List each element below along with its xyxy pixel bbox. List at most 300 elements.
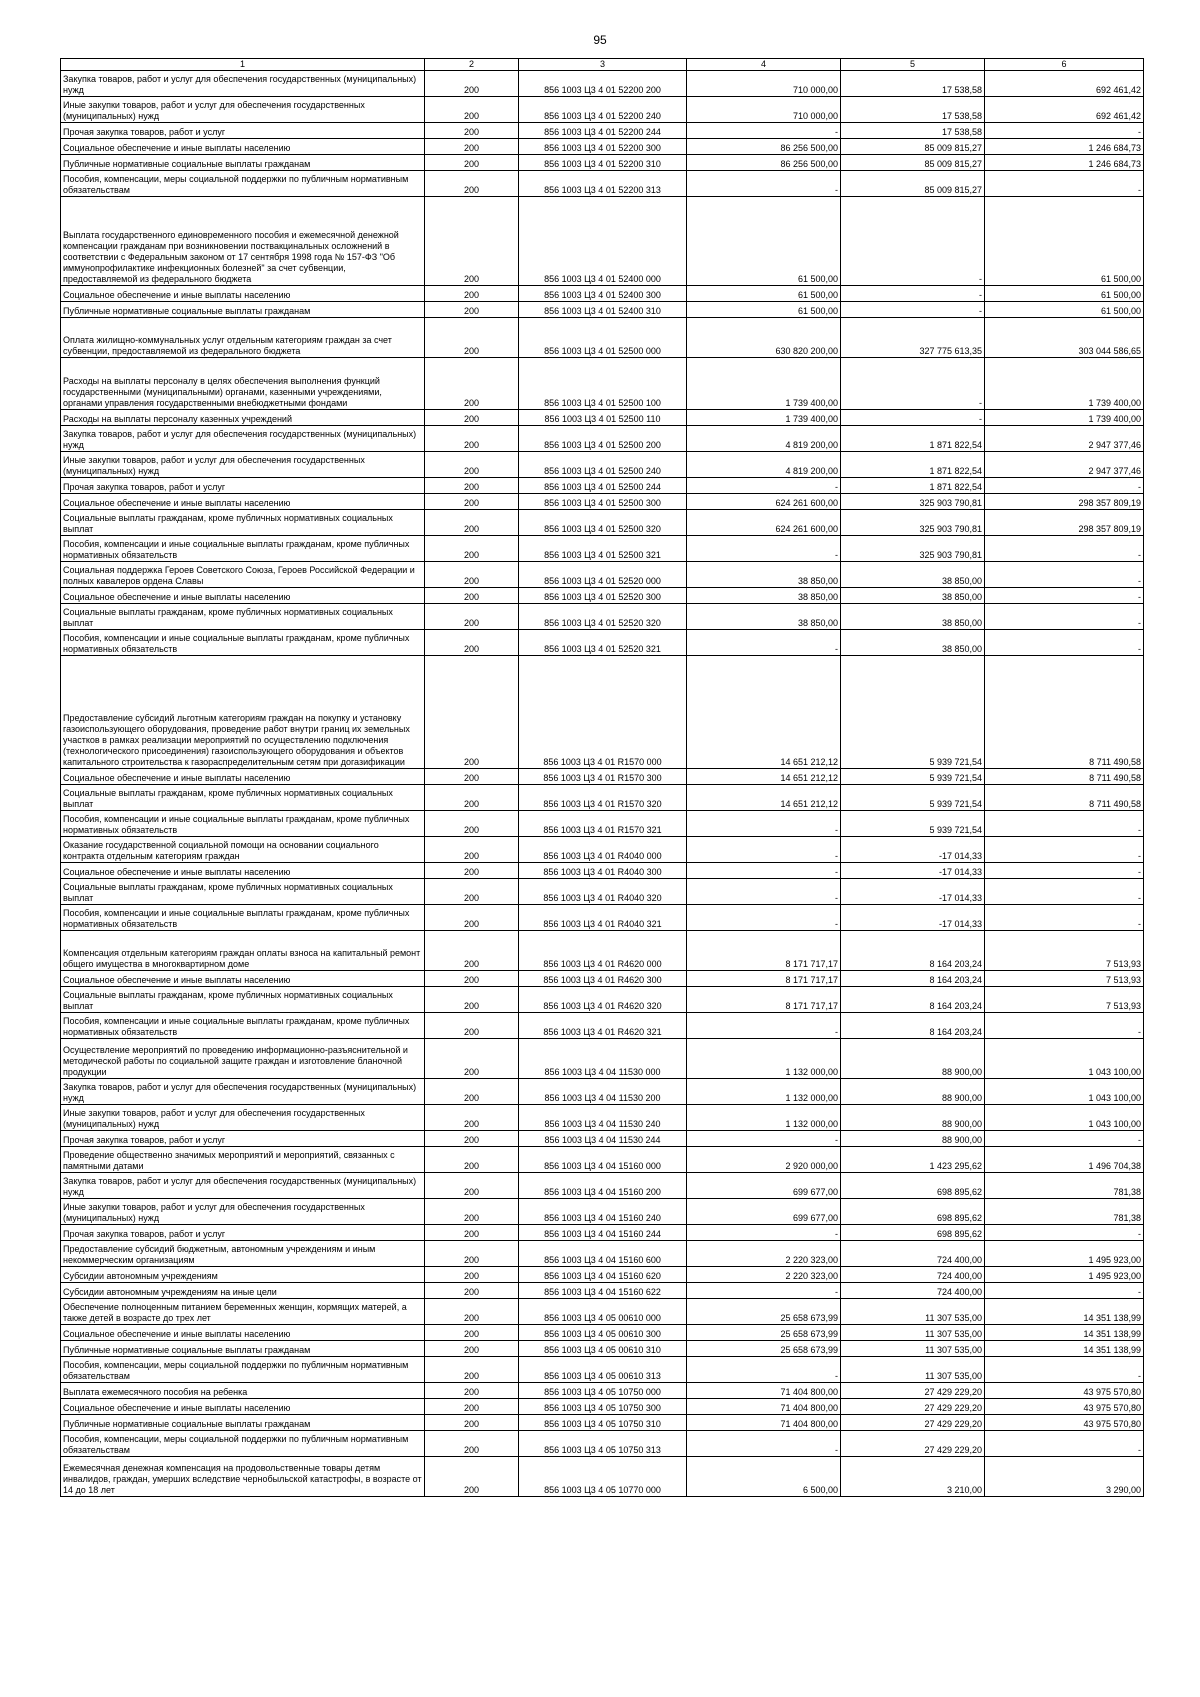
row-unexecuted: 3 290,00 [985,1457,1144,1497]
row-code: 200 [425,1225,519,1241]
row-unexecuted: 61 500,00 [985,286,1144,302]
row-classification: 856 1003 Ц3 4 04 15160 200 [519,1173,687,1199]
row-unexecuted: - [985,837,1144,863]
table-row [61,1225,1144,1241]
row-code: 200 [425,478,519,494]
row-classification: 856 1003 Ц3 4 01 52400 000 [519,197,687,286]
row-executed: 5 939 721,54 [841,811,985,837]
row-classification: 856 1003 Ц3 4 01 52200 244 [519,123,687,139]
row-code: 200 [425,1147,519,1173]
table-row [61,97,1144,123]
row-unexecuted: 298 357 809,19 [985,510,1144,536]
table-row [61,358,1144,410]
row-code: 200 [425,1199,519,1225]
row-code: 200 [425,1013,519,1039]
row-approved: 1 739 400,00 [687,410,841,426]
row-name: Ежемесячная денежная компенсация на продовольственные товары детям инвалидов, граждан, умерших вследствие чернобыльской катастрофы, в возрасте от 14 до 18 лет [61,1457,425,1497]
row-approved: 699 677,00 [687,1173,841,1199]
row-approved: - [687,1357,841,1383]
table-row [61,1039,1144,1079]
row-approved: 38 850,00 [687,562,841,588]
row-code: 200 [425,879,519,905]
row-approved: 4 819 200,00 [687,452,841,478]
table-row [61,1079,1144,1105]
row-approved: 1 132 000,00 [687,1039,841,1079]
row-approved: 86 256 500,00 [687,139,841,155]
row-unexecuted: - [985,1225,1144,1241]
row-executed: - [841,410,985,426]
row-approved: - [687,1131,841,1147]
row-classification: 856 1003 Ц3 4 05 10750 313 [519,1431,687,1457]
row-classification: 856 1003 Ц3 4 01 52500 321 [519,536,687,562]
row-unexecuted: 2 947 377,46 [985,452,1144,478]
row-approved: - [687,1431,841,1457]
row-executed: 38 850,00 [841,604,985,630]
row-approved: - [687,630,841,656]
row-classification: 856 1003 Ц3 4 01 52500 300 [519,494,687,510]
table-row [61,931,1144,971]
row-name: Пособия, компенсации и иные социальные выплаты гражданам, кроме публичных нормативных обязательств [61,905,425,931]
row-code: 200 [425,588,519,604]
row-classification: 856 1003 Ц3 4 01 52400 300 [519,286,687,302]
row-unexecuted: 1 739 400,00 [985,410,1144,426]
table-row [61,1199,1144,1225]
row-executed: 88 900,00 [841,1039,985,1079]
row-name: Расходы на выплаты персоналу казенных учреждений [61,410,425,426]
row-classification: 856 1003 Ц3 4 05 10750 300 [519,1399,687,1415]
table-row [61,1241,1144,1267]
table-row [61,71,1144,97]
row-approved: - [687,123,841,139]
row-classification: 856 1003 Ц3 4 01 R4620 000 [519,931,687,971]
row-unexecuted: 7 513,93 [985,931,1144,971]
row-code: 200 [425,656,519,769]
row-approved: 6 500,00 [687,1457,841,1497]
row-classification: 856 1003 Ц3 4 04 11530 240 [519,1105,687,1131]
row-executed: 38 850,00 [841,630,985,656]
row-executed: -17 014,33 [841,905,985,931]
row-unexecuted: 8 711 490,58 [985,785,1144,811]
row-classification: 856 1003 Ц3 4 05 00610 313 [519,1357,687,1383]
row-name: Предоставление субсидий льготным категориям граждан на покупку и установку газоиспользующего оборудования, проведение работ внутри границ их земельных участков в рамках реализации мероприятий по осуществлению подключения (технологического присоединения) газоиспользующего оборудования и объектов капитального строительства к газораспределительным сетям при догазификации [61,656,425,769]
row-executed: - [841,197,985,286]
row-executed: 698 895,62 [841,1173,985,1199]
row-code: 200 [425,452,519,478]
table-row [61,1299,1144,1325]
row-code: 200 [425,410,519,426]
row-executed: 27 429 229,20 [841,1383,985,1399]
row-executed: 724 400,00 [841,1241,985,1267]
row-unexecuted: - [985,604,1144,630]
row-classification: 856 1003 Ц3 4 05 10750 310 [519,1415,687,1431]
table-row [61,863,1144,879]
row-name: Иные закупки товаров, работ и услуг для обеспечения государственных (муниципальных) нужд [61,1105,425,1131]
table-row [61,452,1144,478]
row-classification: 856 1003 Ц3 4 01 52200 200 [519,71,687,97]
row-executed: 27 429 229,20 [841,1415,985,1431]
row-name: Пособия, компенсации и иные социальные выплаты гражданам, кроме публичных нормативных обязательств [61,1013,425,1039]
row-code: 200 [425,510,519,536]
row-name: Социальное обеспечение и иные выплаты населению [61,769,425,785]
row-classification: 856 1003 Ц3 4 01 52520 300 [519,588,687,604]
row-name: Оказание государственной социальной помощи на основании социального контракта отдельным категориям граждан [61,837,425,863]
row-executed: 38 850,00 [841,588,985,604]
row-unexecuted: 7 513,93 [985,987,1144,1013]
row-approved: 61 500,00 [687,286,841,302]
table-row [61,1399,1144,1415]
row-code: 200 [425,1431,519,1457]
table-row [61,426,1144,452]
row-classification: 856 1003 Ц3 4 01 52520 000 [519,562,687,588]
row-name: Пособия, компенсации и иные социальные выплаты гражданам, кроме публичных нормативных обязательств [61,536,425,562]
row-unexecuted: 43 975 570,80 [985,1415,1144,1431]
row-name: Иные закупки товаров, работ и услуг для обеспечения государственных (муниципальных) нужд [61,1199,425,1225]
row-approved: - [687,1013,841,1039]
row-classification: 856 1003 Ц3 4 04 15160 244 [519,1225,687,1241]
row-executed: 85 009 815,27 [841,155,985,171]
row-classification: 856 1003 Ц3 4 01 R4040 320 [519,879,687,905]
row-classification: 856 1003 Ц3 4 04 11530 200 [519,1079,687,1105]
row-executed: 27 429 229,20 [841,1399,985,1415]
table-row [61,879,1144,905]
row-code: 200 [425,1039,519,1079]
row-classification: 856 1003 Ц3 4 01 52500 200 [519,426,687,452]
row-code: 200 [425,1383,519,1399]
row-classification: 856 1003 Ц3 4 01 R4040 300 [519,863,687,879]
header-cell: 6 [985,59,1144,71]
row-name: Публичные нормативные социальные выплаты гражданам [61,155,425,171]
row-executed: 17 538,58 [841,123,985,139]
row-classification: 856 1003 Ц3 4 05 00610 310 [519,1341,687,1357]
row-unexecuted: 1 739 400,00 [985,358,1144,410]
row-executed: 698 895,62 [841,1225,985,1241]
table-row [61,1325,1144,1341]
table-row [61,987,1144,1013]
row-code: 200 [425,769,519,785]
row-unexecuted: 1 043 100,00 [985,1079,1144,1105]
row-executed: 88 900,00 [841,1079,985,1105]
row-executed: 38 850,00 [841,562,985,588]
row-name: Социальные выплаты гражданам, кроме публичных нормативных социальных выплат [61,879,425,905]
row-code: 200 [425,358,519,410]
table-row [61,588,1144,604]
row-code: 200 [425,536,519,562]
row-classification: 856 1003 Ц3 4 04 15160 620 [519,1267,687,1283]
row-name: Публичные нормативные социальные выплаты гражданам [61,1415,425,1431]
table-row [61,1341,1144,1357]
row-unexecuted: - [985,123,1144,139]
row-approved: 8 171 717,17 [687,931,841,971]
row-approved: 1 132 000,00 [687,1079,841,1105]
row-name: Прочая закупка товаров, работ и услуг [61,123,425,139]
row-unexecuted: 43 975 570,80 [985,1383,1144,1399]
row-approved: 2 220 323,00 [687,1267,841,1283]
table-row [61,811,1144,837]
row-unexecuted: - [985,1357,1144,1383]
row-code: 200 [425,785,519,811]
row-code: 200 [425,97,519,123]
table-row [61,155,1144,171]
table-row [61,1147,1144,1173]
page-number: 95 [593,33,607,47]
row-name: Осуществление мероприятий по проведению информационно-разъяснительной и методической работы по социальной защите граждан и изготовление бланочной продукции [61,1039,425,1079]
row-name: Пособия, компенсации, меры социальной поддержки по публичным нормативным обязательствам [61,1431,425,1457]
row-approved: 71 404 800,00 [687,1383,841,1399]
table-row [61,604,1144,630]
row-name: Социальное обеспечение и иные выплаты населению [61,588,425,604]
table-row [61,171,1144,197]
row-classification: 856 1003 Ц3 4 01 52200 300 [519,139,687,155]
row-code: 200 [425,1173,519,1199]
row-name: Расходы на выплаты персоналу в целях обеспечения выполнения функций государственными (муниципальными) органами, казенными учреждениями, органами управления государственными внебюджетными фондами [61,358,425,410]
row-name: Социальное обеспечение и иные выплаты населению [61,286,425,302]
row-name: Обеспечение полноценным питанием беременных женщин, кормящих матерей, а также детей в возрасте до трех лет [61,1299,425,1325]
header-cell: 2 [425,59,519,71]
row-unexecuted: 8 711 490,58 [985,769,1144,785]
table-row [61,1173,1144,1199]
row-code: 200 [425,1325,519,1341]
row-executed: - [841,358,985,410]
row-approved: 710 000,00 [687,71,841,97]
row-unexecuted: 8 711 490,58 [985,656,1144,769]
row-code: 200 [425,171,519,197]
row-code: 200 [425,302,519,318]
row-classification: 856 1003 Ц3 4 01 52400 310 [519,302,687,318]
row-unexecuted: 43 975 570,80 [985,1399,1144,1415]
row-code: 200 [425,1267,519,1283]
row-classification: 856 1003 Ц3 4 04 15160 622 [519,1283,687,1299]
row-approved: 8 171 717,17 [687,987,841,1013]
row-code: 200 [425,318,519,358]
row-approved: 710 000,00 [687,97,841,123]
row-executed: 698 895,62 [841,1199,985,1225]
row-classification: 856 1003 Ц3 4 01 R4620 320 [519,987,687,1013]
row-code: 200 [425,630,519,656]
table-row [61,197,1144,286]
row-code: 200 [425,863,519,879]
table-body [61,71,1144,1497]
row-approved: 8 171 717,17 [687,971,841,987]
row-classification: 856 1003 Ц3 4 01 52500 240 [519,452,687,478]
row-classification: 856 1003 Ц3 4 01 R1570 320 [519,785,687,811]
row-unexecuted: 14 351 138,99 [985,1341,1144,1357]
row-name: Закупка товаров, работ и услуг для обеспечения государственных (муниципальных) нужд [61,426,425,452]
row-name: Социальные выплаты гражданам, кроме публичных нормативных социальных выплат [61,604,425,630]
row-code: 200 [425,123,519,139]
row-name: Проведение общественно значимых мероприятий и мероприятий, связанных с памятными датами [61,1147,425,1173]
row-executed: - [841,286,985,302]
table-row [61,478,1144,494]
row-approved: 25 658 673,99 [687,1299,841,1325]
row-approved: 14 651 212,12 [687,769,841,785]
row-approved: 624 261 600,00 [687,494,841,510]
row-executed: 11 307 535,00 [841,1341,985,1357]
row-approved: 14 651 212,12 [687,785,841,811]
row-classification: 856 1003 Ц3 4 01 52520 321 [519,630,687,656]
row-classification: 856 1003 Ц3 4 05 00610 000 [519,1299,687,1325]
table-row [61,302,1144,318]
table-row [61,1267,1144,1283]
row-unexecuted: 14 351 138,99 [985,1325,1144,1341]
row-executed: -17 014,33 [841,837,985,863]
row-classification: 856 1003 Ц3 4 01 R4040 000 [519,837,687,863]
row-name: Субсидии автономным учреждениям на иные цели [61,1283,425,1299]
row-name: Пособия, компенсации и иные социальные выплаты гражданам, кроме публичных нормативных обязательств [61,811,425,837]
row-unexecuted: 61 500,00 [985,197,1144,286]
row-classification: 856 1003 Ц3 4 05 10770 000 [519,1457,687,1497]
header-cell: 4 [687,59,841,71]
table-row [61,562,1144,588]
row-unexecuted: - [985,1131,1144,1147]
table-row [61,837,1144,863]
row-executed: 8 164 203,24 [841,1013,985,1039]
table-row [61,1131,1144,1147]
row-classification: 856 1003 Ц3 4 01 52500 244 [519,478,687,494]
row-name: Выплата ежемесячного пособия на ребенка [61,1383,425,1399]
row-code: 200 [425,139,519,155]
row-unexecuted: 1 043 100,00 [985,1039,1144,1079]
row-unexecuted: 781,38 [985,1173,1144,1199]
row-name: Социальное обеспечение и иные выплаты населению [61,1325,425,1341]
row-unexecuted: 1 495 923,00 [985,1267,1144,1283]
row-unexecuted: - [985,1283,1144,1299]
row-name: Компенсация отдельным категориям граждан оплаты взноса на капитальный ремонт общего имущества в многоквартирном доме [61,931,425,971]
row-unexecuted: 298 357 809,19 [985,494,1144,510]
row-unexecuted: 7 513,93 [985,971,1144,987]
row-name: Пособия, компенсации, меры социальной поддержки по публичным нормативным обязательствам [61,1357,425,1383]
row-code: 200 [425,1415,519,1431]
row-name: Социальные выплаты гражданам, кроме публичных нормативных социальных выплат [61,785,425,811]
header-cell: 3 [519,59,687,71]
table-row [61,510,1144,536]
row-approved: 1 132 000,00 [687,1105,841,1131]
row-classification: 856 1003 Ц3 4 04 15160 600 [519,1241,687,1267]
row-approved: 86 256 500,00 [687,155,841,171]
row-executed: 1 423 295,62 [841,1147,985,1173]
row-name: Субсидии автономным учреждениям [61,1267,425,1283]
row-unexecuted: - [985,562,1144,588]
row-executed: -17 014,33 [841,879,985,905]
row-classification: 856 1003 Ц3 4 01 R1570 321 [519,811,687,837]
row-executed: 5 939 721,54 [841,785,985,811]
row-name: Прочая закупка товаров, работ и услуг [61,1225,425,1241]
row-executed: 11 307 535,00 [841,1299,985,1325]
row-classification: 856 1003 Ц3 4 01 R1570 300 [519,769,687,785]
row-executed: 85 009 815,27 [841,139,985,155]
row-classification: 856 1003 Ц3 4 01 R4040 321 [519,905,687,931]
row-name: Социальные выплаты гражданам, кроме публичных нормативных социальных выплат [61,510,425,536]
row-approved: 630 820 200,00 [687,318,841,358]
row-approved: - [687,171,841,197]
row-classification: 856 1003 Ц3 4 01 R4620 300 [519,971,687,987]
row-classification: 856 1003 Ц3 4 05 00610 300 [519,1325,687,1341]
row-code: 200 [425,494,519,510]
row-executed: 325 903 790,81 [841,494,985,510]
row-approved: - [687,478,841,494]
row-unexecuted: 303 044 586,65 [985,318,1144,358]
row-code: 200 [425,197,519,286]
table-row [61,1383,1144,1399]
row-name: Пособия, компенсации и иные социальные выплаты гражданам, кроме публичных нормативных обязательств [61,630,425,656]
row-code: 200 [425,71,519,97]
row-classification: 856 1003 Ц3 4 04 15160 240 [519,1199,687,1225]
table-row [61,630,1144,656]
row-name: Публичные нормативные социальные выплаты гражданам [61,302,425,318]
table-row [61,656,1144,769]
row-name: Публичные нормативные социальные выплаты гражданам [61,1341,425,1357]
row-unexecuted: 2 947 377,46 [985,426,1144,452]
row-approved: 2 220 323,00 [687,1241,841,1267]
row-executed: 11 307 535,00 [841,1357,985,1383]
row-name: Оплата жилищно-коммунальных услуг отдельным категориям граждан за счет субвенции, предоставляемой из федерального бюджета [61,318,425,358]
row-code: 200 [425,905,519,931]
table-row [61,286,1144,302]
table-row [61,1415,1144,1431]
row-unexecuted: - [985,863,1144,879]
row-executed: 8 164 203,24 [841,987,985,1013]
row-classification: 856 1003 Ц3 4 01 52200 313 [519,171,687,197]
row-executed: 724 400,00 [841,1283,985,1299]
row-classification: 856 1003 Ц3 4 01 52200 240 [519,97,687,123]
row-approved: 38 850,00 [687,588,841,604]
row-executed: 8 164 203,24 [841,971,985,987]
row-unexecuted: 1 043 100,00 [985,1105,1144,1131]
row-classification: 856 1003 Ц3 4 01 52500 100 [519,358,687,410]
budget-table [60,58,1144,1497]
row-classification: 856 1003 Ц3 4 01 52500 110 [519,410,687,426]
row-code: 200 [425,426,519,452]
row-code: 200 [425,1079,519,1105]
row-unexecuted: 61 500,00 [985,302,1144,318]
row-name: Прочая закупка товаров, работ и услуг [61,1131,425,1147]
table-row [61,318,1144,358]
table-row [61,139,1144,155]
row-approved: - [687,879,841,905]
row-name: Закупка товаров, работ и услуг для обеспечения государственных (муниципальных) нужд [61,1173,425,1199]
row-code: 200 [425,1131,519,1147]
row-code: 200 [425,562,519,588]
table-row [61,1457,1144,1497]
row-unexecuted: 1 496 704,38 [985,1147,1144,1173]
row-executed: 8 164 203,24 [841,931,985,971]
row-executed: 5 939 721,54 [841,656,985,769]
row-unexecuted: 781,38 [985,1199,1144,1225]
row-classification: 856 1003 Ц3 4 01 52520 320 [519,604,687,630]
row-code: 200 [425,1341,519,1357]
header-cell: 5 [841,59,985,71]
row-unexecuted: 1 246 684,73 [985,139,1144,155]
row-classification: 856 1003 Ц3 4 01 52500 000 [519,318,687,358]
row-code: 200 [425,987,519,1013]
row-approved: - [687,1283,841,1299]
table-row [61,536,1144,562]
row-executed: - [841,302,985,318]
row-executed: 327 775 613,35 [841,318,985,358]
row-executed: 85 009 815,27 [841,171,985,197]
row-name: Социальное обеспечение и иные выплаты населению [61,863,425,879]
table-row [61,785,1144,811]
row-code: 200 [425,1105,519,1131]
row-classification: 856 1003 Ц3 4 01 R4620 321 [519,1013,687,1039]
row-unexecuted: 14 351 138,99 [985,1299,1144,1325]
table-row [61,410,1144,426]
row-unexecuted: 1 495 923,00 [985,1241,1144,1267]
row-name: Прочая закупка товаров, работ и услуг [61,478,425,494]
table-row [61,1357,1144,1383]
row-name: Закупка товаров, работ и услуг для обеспечения государственных (муниципальных) нужд [61,1079,425,1105]
row-unexecuted: - [985,536,1144,562]
row-executed: 11 307 535,00 [841,1325,985,1341]
